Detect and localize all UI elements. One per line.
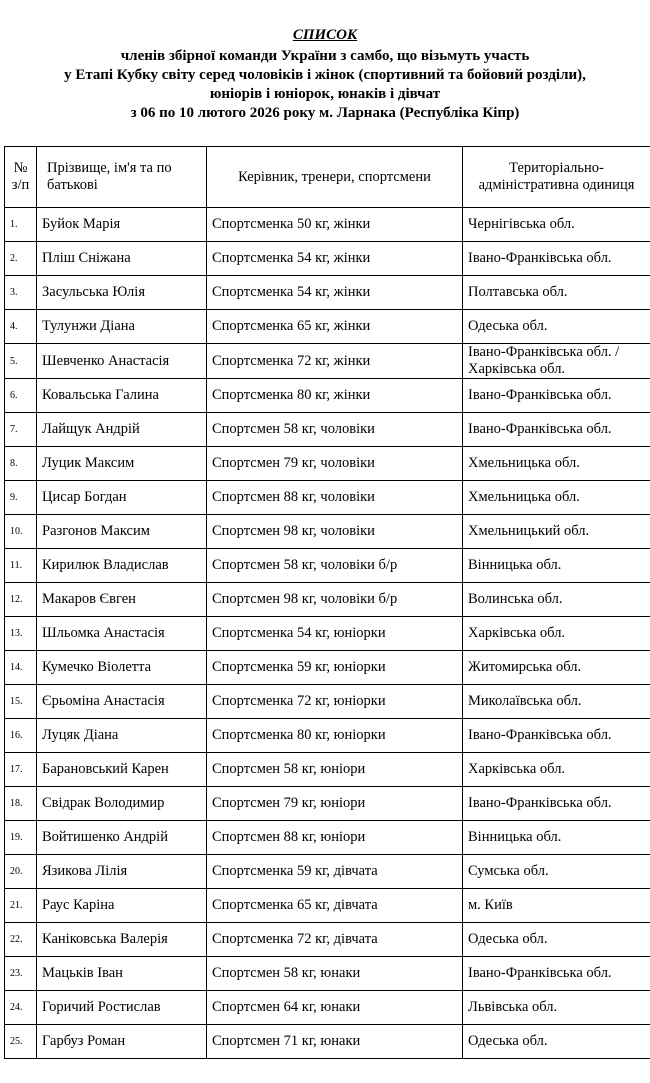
row-number: 4. (5, 310, 37, 344)
member-region: Вінницька обл. (463, 821, 650, 855)
column-header-number: № з/п (5, 147, 37, 208)
document-title: СПИСОК (292, 27, 358, 43)
member-name: Войтишенко Андрій (37, 821, 207, 855)
member-region: Харківська обл. (463, 753, 650, 787)
table-row (5, 344, 650, 379)
member-name: Пліш Сніжана (37, 242, 207, 276)
table-row (5, 719, 650, 753)
table-row (5, 379, 650, 413)
member-role: Спортсменка 50 кг, жінки (207, 208, 463, 242)
member-role: Спортсмен 88 кг, чоловіки (207, 481, 463, 515)
table-row (5, 685, 650, 719)
member-name: Свідрак Володимир (37, 787, 207, 821)
table-row (5, 447, 650, 481)
table-row (5, 787, 650, 821)
member-name: Цисар Богдан (37, 481, 207, 515)
member-role: Спортсмен 98 кг, чоловіки (207, 515, 463, 549)
member-name: Мацьків Іван (37, 957, 207, 991)
member-region: Хмельницька обл. (463, 481, 650, 515)
table-row (5, 310, 650, 344)
table-row (5, 515, 650, 549)
member-name: Шевченко Анастасія (37, 344, 207, 379)
member-role: Спортсмен 79 кг, чоловіки (207, 447, 463, 481)
row-number: 13. (5, 617, 37, 651)
row-number: 15. (5, 685, 37, 719)
member-region: Львівська обл. (463, 991, 650, 1025)
table-row (5, 1025, 650, 1059)
member-role: Спортсменка 80 кг, жінки (207, 379, 463, 413)
member-region: м. Київ (463, 889, 650, 923)
row-number: 5. (5, 344, 37, 379)
team-members-table (4, 146, 650, 1059)
member-region: Івано-Франківська обл. (463, 787, 650, 821)
member-name: Гарбуз Роман (37, 1025, 207, 1059)
header-line-3: юніорів і юніорок, юнаків і дівчат (209, 86, 441, 102)
member-region: Одеська обл. (463, 923, 650, 957)
member-region: Івано-Франківська обл. (463, 379, 650, 413)
table-row (5, 208, 650, 242)
document-header (0, 26, 650, 123)
member-name: Буйок Марія (37, 208, 207, 242)
header-line-2: у Етапі Кубку світу серед чоловіків і жінок (спортивний та бойовий розділи), (64, 67, 586, 83)
row-number: 8. (5, 447, 37, 481)
member-role: Спортсменка 72 кг, дівчата (207, 923, 463, 957)
row-number: 9. (5, 481, 37, 515)
table-header-row (5, 147, 650, 208)
member-role: Спортсмен 58 кг, юнаки (207, 957, 463, 991)
row-number: 23. (5, 957, 37, 991)
member-region: Житомирська обл. (463, 651, 650, 685)
member-region: Івано-Франківська обл. (463, 957, 650, 991)
row-number: 11. (5, 549, 37, 583)
table-row (5, 821, 650, 855)
row-number: 1. (5, 208, 37, 242)
member-role: Спортсмен 58 кг, чоловіки (207, 413, 463, 447)
table-row (5, 889, 650, 923)
member-role: Спортсменка 54 кг, жінки (207, 276, 463, 310)
table-row (5, 855, 650, 889)
table-row (5, 923, 650, 957)
row-number: 17. (5, 753, 37, 787)
header-line-1: членів збірної команди України з самбо, що візьмуть участь (120, 48, 530, 64)
row-number: 14. (5, 651, 37, 685)
table-row (5, 617, 650, 651)
table-row (5, 651, 650, 685)
member-name: Разгонов Максим (37, 515, 207, 549)
table-row (5, 549, 650, 583)
member-role: Спортсменка 72 кг, жінки (207, 344, 463, 379)
member-region: Вінницька обл. (463, 549, 650, 583)
member-role: Спортсмен 88 кг, юніори (207, 821, 463, 855)
member-role: Спортсменка 54 кг, жінки (207, 242, 463, 276)
column-header-region: Територіально-адміністративна одиниця (463, 147, 650, 208)
row-number: 18. (5, 787, 37, 821)
table-row (5, 753, 650, 787)
row-number: 3. (5, 276, 37, 310)
member-region: Одеська обл. (463, 1025, 650, 1059)
member-role: Спортсменка 54 кг, юніорки (207, 617, 463, 651)
member-role: Спортсмен 79 кг, юніори (207, 787, 463, 821)
row-number: 7. (5, 413, 37, 447)
member-role: Спортсменка 59 кг, юніорки (207, 651, 463, 685)
member-role: Спортсмен 58 кг, чоловіки б/р (207, 549, 463, 583)
row-number: 12. (5, 583, 37, 617)
table-row (5, 242, 650, 276)
member-role: Спортсмен 71 кг, юнаки (207, 1025, 463, 1059)
member-region: Волинська обл. (463, 583, 650, 617)
row-number: 20. (5, 855, 37, 889)
member-name: Лайщук Андрій (37, 413, 207, 447)
member-role: Спортсмен 64 кг, юнаки (207, 991, 463, 1025)
member-name: Макаров Євген (37, 583, 207, 617)
member-role: Спортсмен 98 кг, чоловіки б/р (207, 583, 463, 617)
member-region: Івано-Франківська обл. /Харківська обл. (463, 344, 650, 379)
table-row (5, 583, 650, 617)
table-row (5, 991, 650, 1025)
table-row (5, 957, 650, 991)
member-region: Хмельницька обл. (463, 447, 650, 481)
column-header-name: Прізвище, ім'я та по батькові (37, 147, 207, 208)
row-number: 22. (5, 923, 37, 957)
table-row (5, 276, 650, 310)
member-region: Івано-Франківська обл. (463, 413, 650, 447)
row-number: 25. (5, 1025, 37, 1059)
member-name: Луцик Максим (37, 447, 207, 481)
column-header-role: Керівник, тренери, спортсмени (207, 147, 463, 208)
member-role: Спортсменка 80 кг, юніорки (207, 719, 463, 753)
row-number: 16. (5, 719, 37, 753)
member-role: Спортсменка 59 кг, дівчата (207, 855, 463, 889)
member-region: Івано-Франківська обл. (463, 719, 650, 753)
member-name: Єрьоміна Анастасія (37, 685, 207, 719)
member-name: Раус Каріна (37, 889, 207, 923)
member-name: Засульська Юлія (37, 276, 207, 310)
member-name: Ковальська Галина (37, 379, 207, 413)
member-name: Тулунжи Діана (37, 310, 207, 344)
member-name: Луцяк Діана (37, 719, 207, 753)
row-number: 2. (5, 242, 37, 276)
member-name: Кумечко Віолетта (37, 651, 207, 685)
member-name: Каніковська Валерія (37, 923, 207, 957)
member-region: Хмельницький обл. (463, 515, 650, 549)
row-number: 21. (5, 889, 37, 923)
member-name: Шльомка Анастасія (37, 617, 207, 651)
table-row (5, 413, 650, 447)
member-region: Сумська обл. (463, 855, 650, 889)
member-region: Миколаївська обл. (463, 685, 650, 719)
member-name: Горичий Ростислав (37, 991, 207, 1025)
member-region: Харківська обл. (463, 617, 650, 651)
row-number: 10. (5, 515, 37, 549)
member-name: Язикова Лілія (37, 855, 207, 889)
member-region: Одеська обл. (463, 310, 650, 344)
row-number: 6. (5, 379, 37, 413)
member-role: Спортсмен 58 кг, юніори (207, 753, 463, 787)
member-role: Спортсменка 65 кг, жінки (207, 310, 463, 344)
member-name: Кирилюк Владислав (37, 549, 207, 583)
row-number: 19. (5, 821, 37, 855)
row-number: 24. (5, 991, 37, 1025)
header-line-4: з 06 по 10 лютого 2026 року м. Ларнака (Республіка Кіпр) (130, 105, 520, 121)
member-role: Спортсменка 65 кг, дівчата (207, 889, 463, 923)
table-row (5, 481, 650, 515)
member-region: Полтавська обл. (463, 276, 650, 310)
member-role: Спортсменка 72 кг, юніорки (207, 685, 463, 719)
member-region: Чернігівська обл. (463, 208, 650, 242)
member-name: Барановський Карен (37, 753, 207, 787)
member-region: Івано-Франківська обл. (463, 242, 650, 276)
